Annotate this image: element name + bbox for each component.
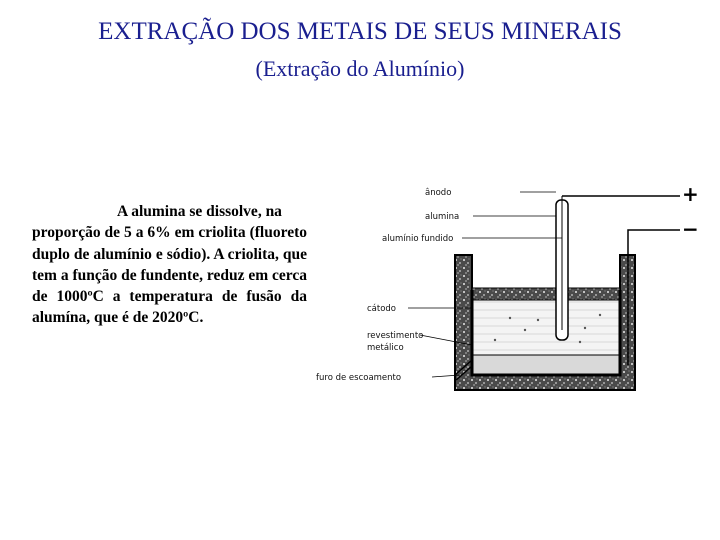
minus-sign: − <box>682 217 699 241</box>
label-anodo: ânodo <box>425 188 452 198</box>
plus-sign: + <box>682 182 699 206</box>
electrolyte-bath <box>472 300 620 355</box>
electrolysis-cell-diagram <box>310 170 710 410</box>
body-rest: proporção de 5 a 6% em criolita (fluoreto duplo de alumínio e sódio). A criolita, que tem a função de fundente, reduz em cerca de 1000ºC a temperatura de fusão da alumína, que é de 2020ºC. <box>32 224 307 327</box>
page-title: EXTRAÇÃO DOS METAIS DE SEUS MINERAIS <box>98 18 622 45</box>
molten-aluminum-layer <box>472 355 620 375</box>
label-aluminio-fundido: alumínio fundido <box>382 234 454 244</box>
label-revestimento-1: revestimento <box>367 331 424 341</box>
label-revestimento-2: metálico <box>367 343 404 353</box>
label-alumina: alumina <box>425 212 460 222</box>
body-paragraph <box>32 201 307 329</box>
body-first-line: A alumina se dissolve, na <box>117 203 282 220</box>
page-subtitle: (Extração do Alumínio) <box>255 56 465 81</box>
crust-layer <box>472 288 620 300</box>
label-furo: furo de escoamento <box>316 373 402 383</box>
label-catodo: cátodo <box>367 304 397 314</box>
